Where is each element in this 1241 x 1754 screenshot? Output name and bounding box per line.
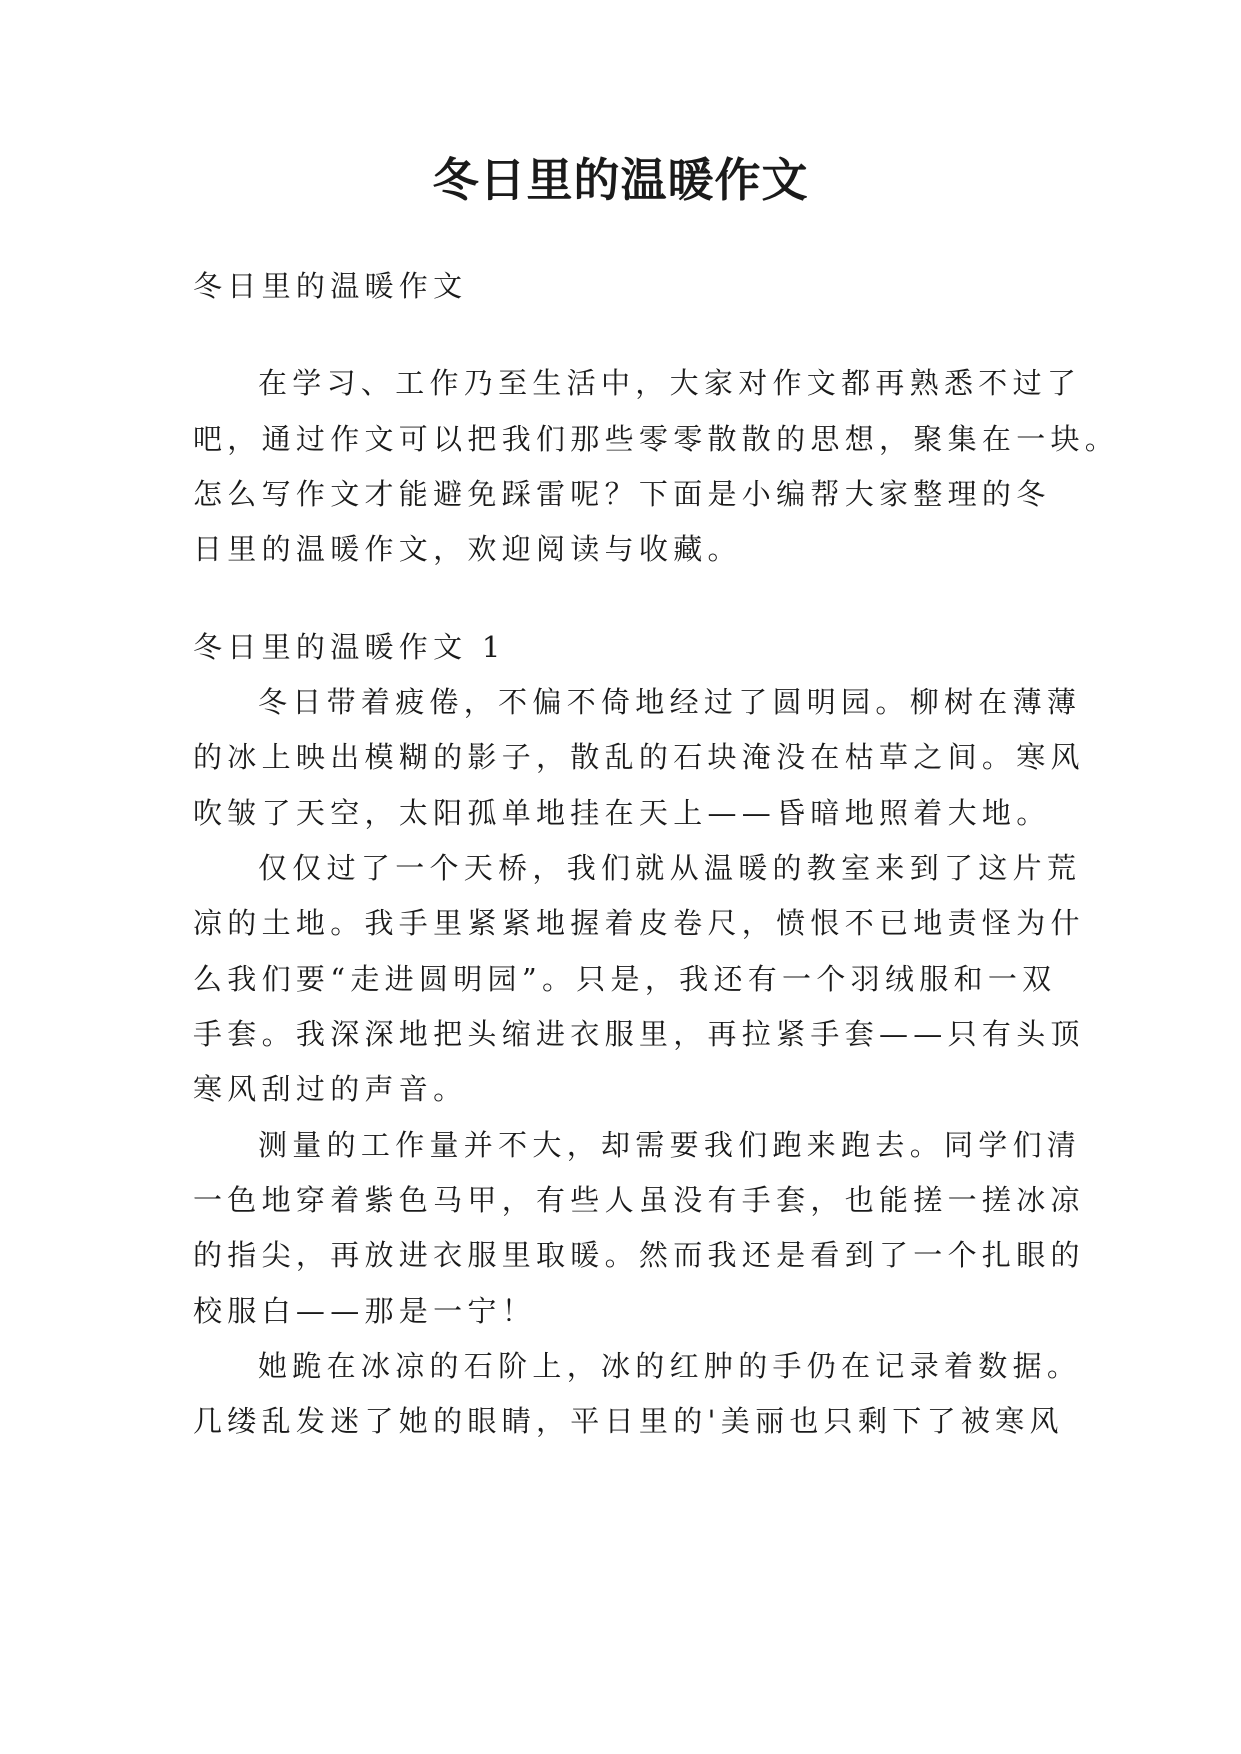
paragraph-line: 冬日带着疲倦，不偏不倚地经过了圆明园。柳树在薄薄 — [258, 685, 1082, 719]
intro-line: 日里的温暖作文，欢迎阅读与收藏。 — [193, 532, 742, 566]
intro-line: 怎么写作文才能避免踩雷呢？下面是小编帮大家整理的冬 — [193, 477, 1051, 511]
intro-line: 吧，通过作文可以把我们那些零零散散的思想，聚集在一块。 — [193, 422, 1120, 456]
paragraph-line: 吹皱了天空，太阳孤单地挂在天上——昏暗地照着大地。 — [193, 796, 1051, 830]
paragraph-line: 么我们要“走进圆明园”。只是，我还有一个羽绒服和一双 — [193, 962, 1057, 996]
paragraph-line: 几缕乱发迷了她的眼睛，平日里的'美丽也只剩下了被寒风 — [193, 1404, 1064, 1438]
subtitle: 冬日里的温暖作文 — [193, 269, 468, 303]
paragraph-line: 仅仅过了一个天桥，我们就从温暖的教室来到了这片荒 — [258, 851, 1082, 885]
paragraph-line: 测量的工作量并不大，却需要我们跑来跑去。同学们清 — [258, 1128, 1082, 1162]
paragraph-line: 寒风刮过的声音。 — [193, 1072, 468, 1106]
section-heading: 冬日里的温暖作文 1 — [193, 630, 506, 664]
intro-line: 在学习、工作乃至生活中，大家对作文都再熟悉不过了 — [258, 366, 1082, 400]
document-title: 冬日里的温暖作文 — [432, 153, 809, 207]
paragraph-line: 校服白——那是一宁！ — [193, 1294, 537, 1328]
paragraph-line: 的指尖，再放进衣服里取暖。然而我还是看到了一个扎眼的 — [193, 1238, 1085, 1272]
paragraph-line: 一色地穿着紫色马甲，有些人虽没有手套，也能搓一搓冰凉 — [193, 1183, 1085, 1217]
paragraph-line: 她跪在冰凉的石阶上，冰的红肿的手仍在记录着数据。 — [258, 1349, 1082, 1383]
paragraph-line: 凉的土地。我手里紧紧地握着皮卷尺，愤恨不已地责怪为什 — [193, 906, 1085, 940]
paragraph-line: 手套。我深深地把头缩进衣服里，再拉紧手套——只有头顶 — [193, 1017, 1085, 1051]
paragraph-line: 的冰上映出模糊的影子，散乱的石块淹没在枯草之间。寒风 — [193, 740, 1085, 774]
